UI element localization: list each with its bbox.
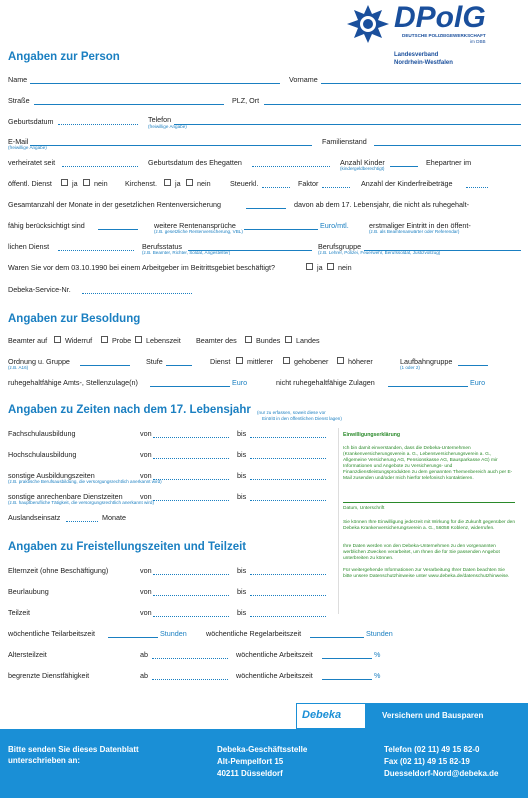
faehig-field[interactable] (98, 229, 138, 230)
label-mittlerer: mittlerer (247, 357, 273, 366)
consent-title: Einwilligungserklärung (343, 432, 401, 438)
footer-mail-link[interactable]: Duesseldorf-Nord@debeka.de (384, 769, 499, 778)
anzahl-kinder-field[interactable] (390, 166, 418, 167)
label-oeffentl-nein: nein (94, 179, 108, 188)
label-auslandseinsatz: Auslandseinsatz (8, 513, 61, 522)
consent-widerruf: Sie können Ihre Einwilligung jederzeit mit Wirkung für die Zukunft gegenüber den Debeka Krankenversicherungsverein a. G., 56058 Koblenz, widerrufen. (343, 520, 515, 531)
sonstige-dienst-von-field[interactable] (153, 500, 229, 501)
logo-emblem (346, 4, 390, 44)
ruhegehaltfaehige-field[interactable] (150, 386, 230, 387)
consent-text: Ich bin damit einverstanden, dass die Debeka-Unternehmen (Krankenversicherungsverein a. G., Lebensversicherungsverein a. G., Allgemeine Versicherung AG, Pensionskasse AG, Bausparkasse AG) mir Informationen und Angebote zu Versicherungs- und Finanzdienstleistungsprodukten zu dem genannten Themenbereich auch per E-Mail zusenden und/oder mich hierfür telefonisch kontaktieren. (343, 446, 513, 481)
arbeitgeber-nein-checkbox[interactable] (327, 263, 334, 270)
hoeherer-checkbox[interactable] (337, 357, 344, 364)
label-euro-mtl: Euro/mtl. (320, 221, 349, 230)
anzahl-kinder-note: (kindergeldberechtigt) (340, 166, 385, 171)
widerruf-checkbox[interactable] (54, 336, 61, 343)
auslandseinsatz-field[interactable] (66, 521, 98, 522)
landes-checkbox[interactable] (285, 336, 292, 343)
label-widerruf: Widerruf (65, 336, 93, 345)
geburtsdatum-field[interactable] (58, 124, 138, 125)
elternzeit-bis-field[interactable] (250, 574, 326, 575)
label-erstmaliger: erstmaliger Eintritt in den öffent- (369, 221, 471, 230)
beurlaubung-von-field[interactable] (153, 595, 229, 596)
oeffentl-ja-checkbox[interactable] (61, 179, 68, 186)
label-sonstige-ausb: sonstige Ausbildungszeiten (8, 471, 95, 480)
familienstand-field[interactable] (374, 145, 521, 146)
debeka-logo: Debeka (302, 709, 342, 721)
label-faehig: fähig berücksichtigt sind (8, 221, 85, 230)
kirchenst-ja-checkbox[interactable] (164, 179, 171, 186)
label-arbeitszeit-2: wöchentliche Arbeitszeit (236, 671, 313, 680)
label-arbeitszeit-1: wöchentliche Arbeitszeit (236, 650, 313, 659)
label-teilzeit-von: von (140, 608, 152, 617)
zeiten-note-2: Eintritt in den öffentlichen Dienst lagen) (262, 416, 342, 421)
name-field[interactable] (30, 83, 280, 84)
label-davon-ab: davon ab dem 17. Lebensjahr, die nicht als ruhegehalt- (294, 200, 470, 209)
footer-send-1: Bitte senden Sie dieses Datenblatt (8, 745, 139, 754)
footer-addr-3: 40211 Düsseldorf (217, 769, 283, 778)
nicht-ruhegehalt-field[interactable] (388, 386, 468, 387)
label-debeka-nr: Debeka-Service-Nr. (8, 285, 71, 294)
steuerkl-field[interactable] (262, 187, 290, 188)
label-stunden-1: Stunden (160, 629, 187, 638)
label-begrenzte: begrenzte Dienstfähigkeit (8, 671, 90, 680)
logo-region2: Nordrhein-Westfalen (394, 60, 453, 66)
sonstige-dienst-note: (z.B. hauptberufliche Tätigkeit, die versorgungsrechtlich anerkannt wird) (8, 500, 154, 505)
label-sonstige-ausb-von: von (140, 471, 152, 480)
regelarbeitszeit-field[interactable] (310, 637, 364, 638)
label-arbeitgeber-nein: nein (338, 263, 352, 272)
label-weitere-rente: weitere Rentenansprüche (154, 221, 236, 230)
heading-zeiten: Angaben zu Zeiten nach dem 17. Lebensjahr (8, 404, 251, 416)
label-telefon: Telefon (148, 115, 172, 124)
sonstige-ausb-bis-field[interactable] (250, 479, 326, 480)
label-strasse: Straße (8, 96, 30, 105)
sonstige-dienst-bis-field[interactable] (250, 500, 326, 501)
consent-box (338, 428, 518, 614)
label-beamter-des: Beamter des (196, 336, 237, 345)
label-elternzeit-von: von (140, 566, 152, 575)
label-beurlaubung: Beurlaubung (8, 587, 49, 596)
label-ehepartner: Ehepartner im (426, 158, 472, 167)
stufe-field[interactable] (166, 365, 192, 366)
label-prozent-2: % (374, 671, 381, 680)
label-oeffentl-dienst: öffentl. Dienst (8, 179, 52, 188)
label-nicht-ruhegehalt: nicht ruhegehaltfähige Zulagen (276, 378, 375, 387)
faktor-field[interactable] (322, 187, 350, 188)
footer-fax: Fax (02 11) 49 15 82-19 (384, 757, 470, 766)
altersteilzeit-ab-field[interactable] (152, 658, 228, 659)
label-sonstige-dienst: sonstige anrechenbare Dienstzeiten (8, 492, 123, 501)
signature-field[interactable] (343, 502, 515, 503)
oeffentl-nein-checkbox[interactable] (83, 179, 90, 186)
footer-tel: Telefon (02 11) 49 15 82-0 (384, 745, 480, 754)
label-arbeitgeber: Waren Sie vor dem 03.10.1990 bei einem Arbeitgeber im Beitrittsgebiet beschäftigt? (8, 263, 276, 272)
hochschul-bis-field[interactable] (250, 458, 326, 459)
label-fachschul-von: von (140, 429, 152, 438)
label-regelarbeitszeit: wöchentliche Regelarbeitszeit (206, 629, 302, 638)
heading-besoldung: Angaben zur Besoldung (8, 313, 141, 325)
label-kinderfreibetraege: Anzahl der Kinderfreibeträge (361, 179, 453, 188)
label-berufsgruppe: Berufsgruppe (318, 242, 362, 251)
label-email: E-Mail (8, 137, 29, 146)
label-sonstige-dienst-bis: bis (237, 492, 247, 501)
label-sonstige-ausb-bis: bis (237, 471, 247, 480)
begrenzte-ab-field[interactable] (152, 679, 228, 680)
logo-region1: Landesverband (394, 52, 439, 58)
label-altersteilzeit-ab: ab (140, 650, 148, 659)
heading-person: Angaben zur Person (8, 51, 120, 63)
erstmaliger-note: (z.B. als Beamtenanwärter oder Referendar) (369, 229, 460, 234)
label-geburtsdatum-ehegatten: Geburtsdatum des Ehegatten (148, 158, 242, 167)
label-lichen-dienst: lichen Dienst (8, 242, 50, 251)
label-oeffentl-ja: ja (72, 179, 78, 188)
kinderfreibetraege-field[interactable] (466, 187, 488, 188)
ordnung-field[interactable] (80, 365, 130, 366)
label-hoeherer: höherer (348, 357, 373, 366)
fachschul-von-field[interactable] (153, 437, 229, 438)
label-altersteilzeit: Altersteilzeit (8, 650, 47, 659)
label-beamter-auf: Beamter auf (8, 336, 48, 345)
fachschul-bis-field[interactable] (250, 437, 326, 438)
bundes-checkbox[interactable] (245, 336, 252, 343)
weitere-rente-field[interactable] (244, 229, 318, 230)
label-hochschul: Hochschulausbildung (8, 450, 77, 459)
label-fachschul: Fachschulausbildung (8, 429, 76, 438)
teilzeit-von-field[interactable] (153, 616, 229, 617)
label-familienstand: Familienstand (322, 137, 367, 146)
label-arbeitgeber-ja: ja (317, 263, 323, 272)
kirchenst-nein-checkbox[interactable] (186, 179, 193, 186)
gesamtanzahl-field[interactable] (246, 208, 286, 209)
mittlerer-checkbox[interactable] (236, 357, 243, 364)
label-ruhegehaltfaehige: ruhegehaltfähige Amts-, Stellenzulage(n) (8, 378, 138, 387)
plz-field[interactable] (264, 104, 521, 105)
label-beurlaubung-bis: bis (237, 587, 247, 596)
label-stunden-2: Stunden (366, 629, 393, 638)
footer-send-2: unterschrieben an: (8, 756, 81, 765)
berufsstatus-note: (z.B. Beamter, Richter, Soldat, Angestellter) (142, 250, 231, 255)
lichen-dienst-field[interactable] (58, 250, 134, 251)
arbeitgeber-ja-checkbox[interactable] (306, 263, 313, 270)
label-berufsstatus: Berufsstatus (142, 242, 182, 251)
teilzeit-bis-field[interactable] (250, 616, 326, 617)
sonstige-ausb-von-field[interactable] (153, 479, 229, 480)
label-fachschul-bis: bis (237, 429, 247, 438)
sonstige-ausb-note: (z.B. praktische Berufsausbildung, die versorgungsrechtlich anerkannt wird) (8, 479, 162, 484)
label-hochschul-von: von (140, 450, 152, 459)
label-teilzeit-bis: bis (237, 608, 247, 617)
label-vorname: Vorname (289, 75, 318, 84)
footer-addr-2: Alt-Pempelfort 15 (217, 757, 284, 766)
gehobener-checkbox[interactable] (283, 357, 290, 364)
label-steuerkl: Steuerkl. (230, 179, 259, 188)
label-sonstige-dienst-von: von (140, 492, 152, 501)
label-teilarbeitszeit: wöchentliche Teilarbeitszeit (8, 629, 95, 638)
arbeitszeit-2-field[interactable] (322, 679, 372, 680)
label-landes: Landes (296, 336, 320, 345)
label-lebenszeit: Lebenszeit (146, 336, 181, 345)
logo-text: DPolG (394, 1, 486, 34)
label-begrenzte-ab: ab (140, 671, 148, 680)
label-geburtsdatum: Geburtsdatum (8, 117, 54, 126)
label-dienst: Dienst (210, 357, 231, 366)
geburtsdatum-ehegatten-field[interactable] (252, 166, 330, 167)
label-verheiratet: verheiratet seit (8, 158, 56, 167)
label-ordnung: Ordnung u. Gruppe (8, 357, 70, 366)
label-gesamtanzahl: Gesamtanzahl der Monate in der gesetzlichen Rentenversicherung (8, 200, 221, 209)
teilarbeitszeit-field[interactable] (108, 637, 158, 638)
berufsgruppe-note: (z.B. Lehrer, Polizei, Feuerwehr, Berufssoldat, Justizvollzug) (318, 250, 441, 255)
weitere-rente-note: (z.B. gesetzliche Rentenversicherung, VBL) (154, 229, 243, 234)
label-beurlaubung-von: von (140, 587, 152, 596)
logo-sub1: DEUTSCHE POLIZEIGEWERKSCHAFT (402, 33, 486, 38)
ordnung-note: (z.B. A16) (8, 365, 29, 370)
consent-daten: Ihre Daten werden von den Debeka-Unternehmen zu den vorgenannten werblichen Zwecken verarbeitet, um Ihnen die für Sie passenden Angebot unterbreiten zu können. (343, 544, 500, 561)
laufbahngruppe-field[interactable] (458, 365, 488, 366)
logo-sub2: im DBB (470, 39, 486, 44)
debeka-banner (0, 703, 528, 729)
label-euro-2: Euro (470, 378, 486, 387)
beurlaubung-bis-field[interactable] (250, 595, 326, 596)
label-elternzeit-bis: bis (237, 566, 247, 575)
label-elternzeit: Elternzeit (ohne Beschäftigung) (8, 566, 109, 575)
label-euro-1: Euro (232, 378, 248, 387)
label-name: Name (8, 75, 28, 84)
telefon-note: (freiwillige Angabe) (148, 124, 187, 129)
label-hochschul-bis: bis (237, 450, 247, 459)
probe-checkbox[interactable] (101, 336, 108, 343)
strasse-field[interactable] (34, 104, 224, 105)
label-kirchenst-ja: ja (175, 179, 181, 188)
elternzeit-von-field[interactable] (153, 574, 229, 575)
laufbahngruppe-note: (1 oder 2) (400, 365, 420, 370)
label-stufe: Stufe (146, 357, 163, 366)
berufsstatus-field[interactable] (188, 250, 312, 251)
label-kirchenst: Kirchenst. (125, 179, 157, 188)
label-anzahl-kinder: Anzahl Kinder (340, 158, 385, 167)
label-monate: Monate (102, 513, 126, 522)
consent-weitere: Für weitergehende Informationen zur Verarbeitung Ihrer Daten beachten Sie bitte unsere Datenschutzhinweise unter www.debeka.de/datenschutzhinweise. (343, 568, 510, 579)
verheiratet-field[interactable] (62, 166, 138, 167)
arbeitszeit-1-field[interactable] (322, 658, 372, 659)
lebenszeit-checkbox[interactable] (135, 336, 142, 343)
label-laufbahngruppe: Laufbahngruppe (400, 357, 453, 366)
telefon-field[interactable] (174, 124, 521, 125)
hochschul-von-field[interactable] (153, 458, 229, 459)
label-teilzeit: Teilzeit (8, 608, 30, 617)
debeka-slogan: Versichern und Bausparen (382, 711, 484, 720)
debeka-nr-field[interactable] (82, 293, 192, 294)
label-gehobener: gehobener (294, 357, 329, 366)
email-field[interactable] (30, 145, 312, 146)
label-probe: Probe (112, 336, 132, 345)
footer-addr-1: Debeka-Geschäftsstelle (217, 745, 308, 754)
heading-freistellung: Angaben zu Freistellungszeiten und Teilzeit (8, 541, 247, 553)
consent-datum: Datum, Unterschrift (343, 506, 385, 511)
vorname-field[interactable] (321, 83, 521, 84)
label-kirchenst-nein: nein (197, 179, 211, 188)
footer (0, 729, 528, 798)
email-note: (freiwillige Angabe) (8, 145, 47, 150)
label-faktor: Faktor (298, 179, 319, 188)
berufsgruppe-field[interactable] (364, 250, 521, 251)
label-bundes: Bundes (256, 336, 281, 345)
label-plz: PLZ, Ort (232, 96, 260, 105)
zeiten-note-1: (nur zu erfassen, soweit diese vor (257, 410, 326, 415)
label-prozent-1: % (374, 650, 381, 659)
